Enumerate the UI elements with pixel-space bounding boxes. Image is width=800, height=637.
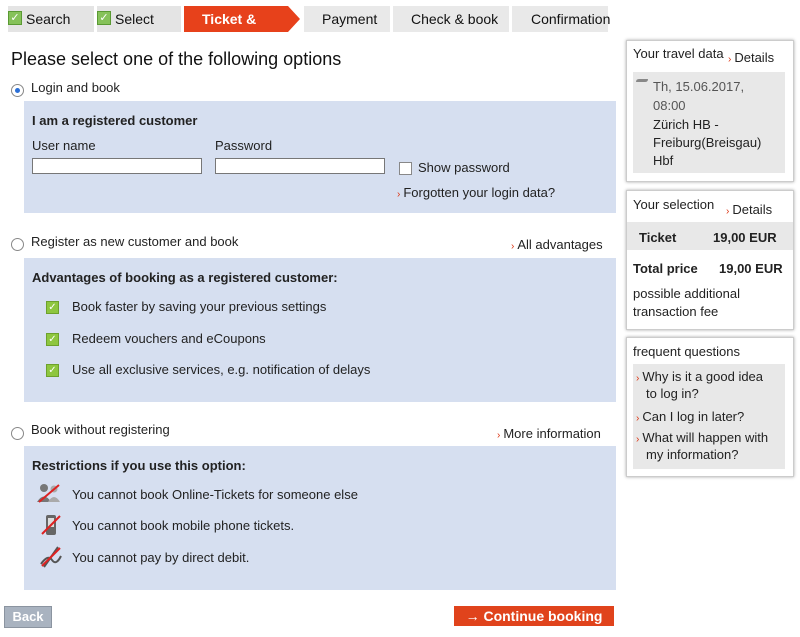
step-select[interactable] [97,6,181,32]
ticket-label: Ticket [639,230,677,245]
arrow-right-icon: → [465,608,484,624]
more-information-text: More information [503,426,601,441]
no-direct-debit-icon [38,546,64,568]
check-icon: ✓ [46,364,59,377]
link-arrow-icon: › [728,54,732,65]
forgot-login-text: Forgotten your login data? [403,185,556,200]
ticket-price: 19,00 EUR [713,230,777,245]
restriction-item: You cannot book Online-Tickets for someone else [72,487,358,502]
step-ticket [184,6,288,32]
restriction-item: You cannot book mobile phone tickets. [72,518,295,533]
travel-data-card [626,40,794,182]
travel-details-link[interactable] [728,50,774,65]
username-label: User name [32,138,96,153]
radio-login[interactable] [11,84,24,97]
check-icon: ✓ [8,11,22,25]
advantage-item: Use all exclusive services, e.g. notification of delays [72,362,371,377]
travel-date: Th, 15.06.2017, [653,79,745,94]
advantages-title: Advantages of booking as a registered customer: [32,270,338,285]
total-price: 19,00 EUR [719,261,783,276]
step-label: Search [26,11,71,27]
radio-guest[interactable] [11,427,24,440]
password-label: Password [215,138,273,153]
faq-item-text: Can I log in later? [642,409,745,424]
faq-card [626,337,794,477]
travel-summary [633,72,785,173]
travel-route-line-2: Freiburg(Breisgau) [653,135,762,150]
no-mobile-phone-icon [38,514,64,536]
all-advantages-text: All advantages [517,237,603,252]
link-arrow-icon: › [497,430,501,441]
step-label: Ticket & [202,11,257,27]
check-icon: ✓ [46,301,59,314]
faq-item[interactable] [636,430,784,464]
link-arrow-icon: › [636,373,640,384]
login-box-title: I am a registered customer [32,113,198,128]
all-advantages-link[interactable] [511,237,603,252]
check-icon: ✓ [97,11,111,25]
step-label: Select [115,11,154,27]
more-information-link[interactable] [497,426,601,441]
link-arrow-icon: › [636,413,640,424]
check-icon: ✓ [46,333,59,346]
selection-details-text: Details [732,202,773,217]
username-input[interactable] [32,158,202,174]
travel-details-text: Details [734,50,775,65]
total-label: Total price [633,261,698,276]
step-label: Check & book [411,11,499,27]
step-payment [304,6,390,32]
advantage-item: Book faster by saving your previous settings [72,299,327,314]
page-title: Please select one of the following options [11,49,342,69]
continue-booking-label: Continue booking [483,608,603,624]
show-password-checkbox[interactable] [399,162,412,175]
link-arrow-icon: › [636,434,640,445]
link-arrow-icon: › [726,206,730,217]
no-other-person-icon [36,482,62,504]
back-button[interactable]: Back [4,606,52,628]
step-search[interactable] [8,6,94,32]
show-password-label[interactable]: Show password [418,160,510,175]
faq-item-text-2: my information? [646,447,739,462]
option-guest-label[interactable]: Book without registering [31,422,170,437]
travel-time: 08:00 [653,98,686,113]
faq-title: frequent questions [633,344,740,359]
restriction-item: You cannot pay by direct debit. [72,550,250,565]
selection-card [626,190,794,330]
faq-item-text: Why is it a good idea [642,369,764,384]
link-arrow-icon: › [397,189,401,200]
selection-details-link[interactable] [726,202,772,217]
selection-title: Your selection [633,197,715,212]
train-icon [635,76,649,84]
radio-register[interactable] [11,238,24,251]
travel-data-title: Your travel data [633,46,724,61]
step-arrow-icon [288,6,300,32]
travel-route-line-1: Zürich HB - [653,117,719,132]
option-login-label[interactable]: Login and book [31,80,120,95]
option-register-label[interactable]: Register as new customer and book [31,234,239,249]
travel-route-line-3: Hbf [653,153,674,168]
link-arrow-icon: › [511,241,515,252]
continue-booking-button[interactable] [454,606,614,626]
step-label: Confirmation [531,11,611,27]
advantage-item: Redeem vouchers and eCoupons [72,331,266,346]
restrictions-title: Restrictions if you use this option: [32,458,246,473]
faq-list [633,364,785,469]
faq-item[interactable] [636,369,784,403]
forgot-login-link[interactable] [397,185,555,200]
faq-item[interactable] [636,409,784,424]
faq-item-text: What will happen with [642,430,769,445]
fee-note-line-1: possible additional [633,286,740,301]
fee-note-line-2: transaction fee [633,304,719,319]
step-label: Payment [322,11,378,27]
faq-item-text-2: to log in? [646,386,699,401]
password-input[interactable] [215,158,385,174]
step-check-book [393,6,509,32]
step-confirmation [512,6,611,32]
